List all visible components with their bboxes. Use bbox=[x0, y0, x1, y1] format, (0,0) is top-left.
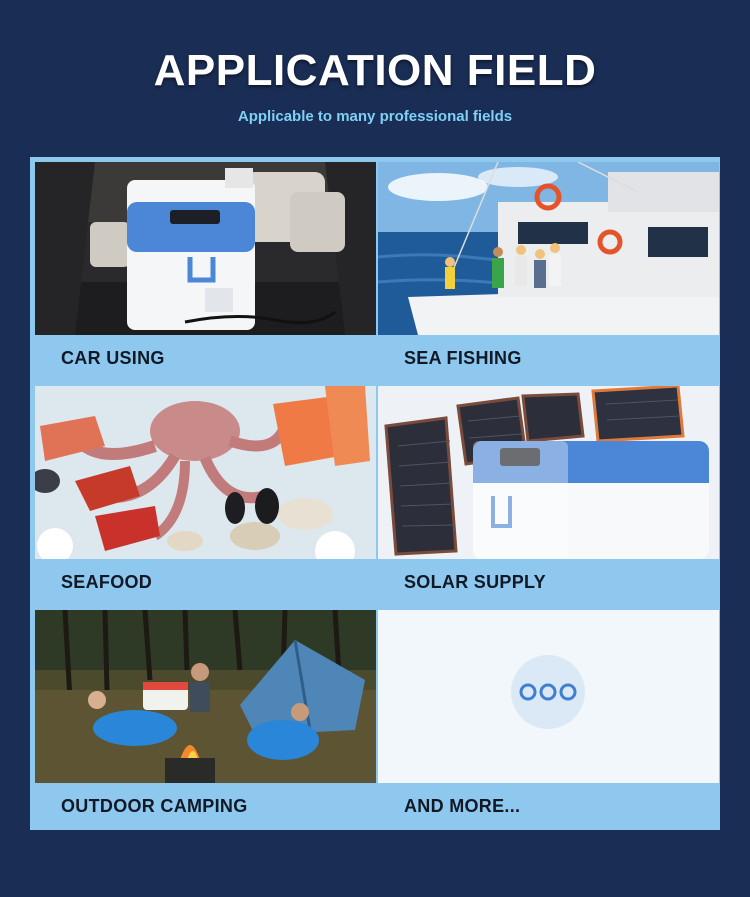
application-grid bbox=[30, 157, 720, 830]
page-subtitle: Applicable to many professional fields bbox=[237, 108, 513, 125]
tile-car-using bbox=[35, 162, 376, 382]
tile-seafood bbox=[35, 386, 376, 606]
page-title: APPLICATION FIELD bbox=[153, 46, 597, 95]
tile-label: AND MORE... bbox=[404, 796, 521, 816]
more-icon-area bbox=[378, 610, 719, 783]
tile-label: SEAFOOD bbox=[61, 572, 153, 592]
car-trunk-fridge-photo bbox=[35, 162, 376, 335]
tile-solar-supply bbox=[378, 386, 719, 606]
more-icon bbox=[378, 610, 719, 783]
tile-sea-fishing bbox=[378, 162, 719, 382]
seafood-on-ice-photo bbox=[35, 386, 376, 559]
tile-and-more bbox=[378, 610, 719, 830]
fishing-boat-photo bbox=[378, 162, 719, 335]
tile-label: SOLAR SUPPLY bbox=[404, 572, 546, 592]
solar-panel-fridge-photo bbox=[378, 386, 719, 559]
forest-camping-photo bbox=[35, 610, 376, 783]
tile-label: SEA FISHING bbox=[404, 348, 522, 368]
tile-label: OUTDOOR CAMPING bbox=[61, 796, 248, 816]
tile-label: CAR USING bbox=[61, 348, 165, 368]
tile-outdoor-camping bbox=[35, 610, 376, 830]
